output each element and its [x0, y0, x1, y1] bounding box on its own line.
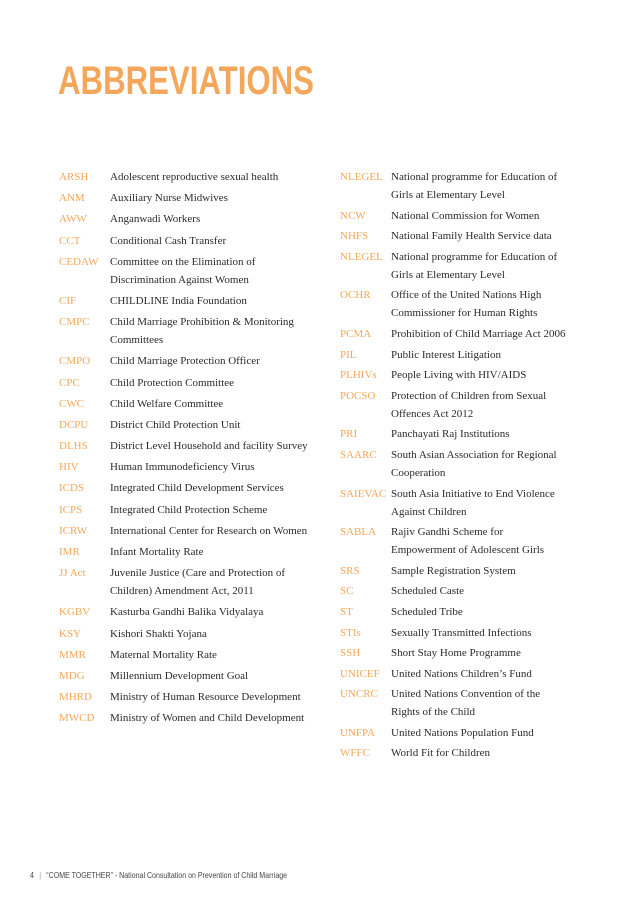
abbreviation-term: DCPU	[59, 418, 89, 431]
abbreviation-definition: People Living with HIV/AIDS	[391, 369, 527, 382]
abbreviation-term: ST	[340, 605, 353, 618]
abbreviation-definition: Child Marriage Protection Officer	[110, 355, 260, 368]
abbreviation-entry	[340, 562, 570, 580]
abbreviation-entry	[340, 523, 570, 559]
abbreviation-entry	[340, 207, 570, 225]
abbreviation-entry	[340, 325, 570, 343]
abbreviation-term: JJ Act	[59, 567, 86, 580]
abbreviation-definition: Short Stay Home Programme	[391, 647, 521, 660]
abbreviation-term: NCW	[340, 209, 366, 222]
abbreviation-entry	[340, 603, 570, 621]
abbreviation-entry	[340, 744, 570, 762]
abbreviation-definition: Integrated Child Development Services	[110, 482, 284, 495]
abbreviation-definition: South Asia Initiative to End Violence Against Children	[391, 487, 555, 518]
abbreviation-term: UNFPA	[340, 726, 376, 739]
abbreviation-term: NLEGEL	[340, 171, 383, 183]
abbreviation-definition: United Nations Population Fund	[391, 726, 534, 739]
abbreviation-definition: Juvenile Justice (Care and Protection of Children) Amendment Act, 2011	[110, 567, 286, 598]
abbreviation-definition: South Asian Association for Regional Cooperation	[391, 448, 557, 479]
abbreviation-definition: Office of the United Nations High Commissioner for Human Rights	[391, 289, 542, 320]
abbreviation-definition: Committee on the Elimination of Discrimination Against Women	[110, 255, 256, 286]
abbreviation-term: AWW	[59, 213, 87, 226]
abbreviation-entry	[59, 522, 309, 540]
abbreviation-term: UNCRC	[340, 688, 378, 701]
abbreviation-term: IMR	[59, 546, 80, 558]
abbreviation-definition: National programme for Education of Girls at Elementary Level	[391, 171, 558, 201]
abbreviation-term: PCMA	[340, 327, 372, 340]
abbreviation-term: PIL	[340, 348, 357, 361]
abbreviation-entry	[59, 352, 309, 370]
abbreviation-entry	[59, 437, 309, 455]
abbreviation-term: ICPS	[59, 503, 83, 516]
abbreviation-term: SC	[340, 585, 354, 598]
abbreviation-definition: District Child Protection Unit	[110, 418, 241, 431]
abbreviation-entry	[340, 665, 570, 683]
abbreviation-entry	[340, 346, 570, 364]
abbreviation-entry	[59, 210, 309, 228]
abbreviation-entry	[340, 168, 570, 204]
abbreviation-definition: Scheduled Tribe	[391, 605, 463, 618]
abbreviation-definition: Adolescent reproductive sexual health	[110, 171, 279, 183]
abbreviation-term: MHRD	[59, 691, 93, 704]
abbreviation-entry	[59, 458, 309, 476]
abbreviation-definition: Prohibition of Child Marriage Act 2006	[391, 327, 566, 340]
page-footer	[30, 871, 287, 880]
abbreviation-definition: Child Protection Committee	[110, 376, 235, 389]
abbreviation-entry	[340, 286, 570, 322]
abbreviation-entry	[59, 501, 309, 519]
abbreviation-definition: District Level Household and facility Survey	[110, 440, 308, 453]
abbreviation-entry	[340, 366, 570, 384]
abbreviation-definition: Ministry of Human Resource Development	[110, 691, 301, 704]
abbreviation-definition: Maternal Mortality Rate	[110, 648, 217, 661]
abbreviation-entry	[59, 168, 309, 186]
abbreviation-term: SAARC	[340, 448, 377, 461]
abbreviation-entry	[59, 688, 309, 706]
abbreviation-entry	[340, 425, 570, 443]
abbreviation-term: ANM	[59, 192, 85, 205]
abbreviation-term: CEDAW	[59, 255, 99, 268]
abbreviation-term: PLHIVs	[340, 369, 377, 382]
abbreviation-definition: Public Interest Litigation	[391, 348, 501, 361]
abbreviation-definition: Kishori Shakti Yojana	[110, 627, 207, 640]
abbreviation-term: PRI	[340, 428, 358, 441]
abbreviation-definition: National Family Health Service data	[391, 230, 552, 243]
abbreviation-term: CMPO	[59, 355, 91, 368]
abbreviation-definition: Sample Registration System	[391, 564, 516, 577]
abbreviation-entry	[340, 485, 570, 521]
abbreviation-definition: Infant Mortality Rate	[110, 546, 204, 558]
abbreviation-term: ICDS	[59, 482, 85, 495]
abbreviation-term: NHFS	[340, 230, 369, 243]
abbreviation-term: WFFC	[340, 747, 370, 760]
abbreviation-entry	[59, 374, 309, 392]
abbreviation-definition: Ministry of Women and Child Development	[110, 712, 305, 725]
abbreviation-entry	[59, 603, 309, 621]
abbreviation-entry	[340, 582, 570, 600]
footer-separator: |	[39, 871, 42, 880]
abbreviation-entry	[59, 416, 309, 434]
abbreviation-entry	[59, 189, 309, 207]
abbreviation-entry	[340, 685, 570, 721]
abbreviation-term: DLHS	[59, 440, 88, 453]
abbreviation-term: SSH	[340, 647, 361, 660]
abbreviation-definition: National Commission for Women	[391, 209, 540, 222]
abbreviations-left-column	[59, 168, 309, 731]
abbreviation-definition: Anganwadi Workers	[110, 213, 201, 226]
abbreviations-right-column	[340, 168, 570, 765]
abbreviation-entry	[340, 624, 570, 642]
abbreviation-definition: National programme for Education of Girls at Elementary Level	[391, 250, 558, 281]
abbreviation-term: HIV	[59, 461, 79, 474]
abbreviation-term: POCSO	[340, 389, 376, 402]
abbreviation-term: UNICEF	[340, 667, 380, 680]
abbreviation-entry	[59, 253, 309, 289]
abbreviation-definition: CHILDLINE India Foundation	[110, 294, 247, 307]
abbreviation-term: CIF	[59, 294, 77, 307]
abbreviation-term: SAIEVAC	[340, 487, 387, 500]
abbreviation-definition: Sexually Transmitted Infections	[391, 626, 532, 639]
abbreviation-definition: Child Welfare Committee	[110, 397, 224, 410]
page-title: ABBREVIATIONS	[58, 59, 314, 103]
abbreviation-entry	[340, 644, 570, 662]
abbreviation-definition: Panchayati Raj Institutions	[391, 428, 510, 441]
abbreviation-term: MDG	[59, 669, 85, 682]
abbreviation-entry	[340, 387, 570, 423]
abbreviation-term: CWC	[59, 397, 85, 410]
abbreviation-entry	[59, 292, 309, 310]
abbreviation-entry	[59, 479, 309, 497]
abbreviation-term: CMPC	[59, 316, 90, 329]
page-number: 4	[30, 871, 34, 880]
abbreviation-definition: United Nations Children’s Fund	[391, 667, 532, 680]
abbreviation-term: OCHR	[340, 289, 371, 302]
abbreviation-definition: Integrated Child Protection Scheme	[110, 503, 268, 516]
abbreviation-entry	[340, 227, 570, 245]
abbreviation-term: NLEGEL	[340, 250, 383, 263]
abbreviation-definition: Rajiv Gandhi Scheme for Empowerment of Adolescent Girls	[391, 526, 545, 557]
abbreviation-definition: International Center for Research on Women	[110, 524, 308, 537]
abbreviation-entry	[340, 446, 570, 482]
abbreviation-entry	[59, 646, 309, 664]
abbreviation-term: CPC	[59, 376, 80, 389]
abbreviation-entry	[340, 248, 570, 284]
abbreviation-definition: World Fit for Children	[391, 747, 491, 760]
abbreviation-entry	[340, 724, 570, 742]
abbreviation-definition: Scheduled Caste	[391, 585, 465, 598]
abbreviation-term: ICRW	[59, 524, 88, 537]
abbreviation-definition: Protection of Children from Sexual Offences Act 2012	[391, 389, 547, 420]
abbreviation-term: CCT	[59, 234, 81, 247]
abbreviation-entry	[59, 395, 309, 413]
abbreviation-term: SRS	[340, 564, 360, 577]
abbreviation-term: SABLA	[340, 526, 377, 539]
abbreviation-entry	[59, 313, 309, 349]
abbreviation-term: MMR	[59, 648, 86, 661]
abbreviation-entry	[59, 625, 309, 643]
abbreviation-definition: Auxiliary Nurse Midwives	[110, 192, 228, 205]
abbreviation-entry	[59, 543, 309, 561]
abbreviation-entry	[59, 667, 309, 685]
abbreviation-definition: United Nations Convention of the Rights of the Child	[391, 688, 541, 719]
abbreviation-entry	[59, 564, 309, 600]
abbreviation-entry	[59, 709, 309, 727]
abbreviation-definition: Kasturba Gandhi Balika Vidyalaya	[110, 606, 264, 619]
abbreviation-entry	[59, 232, 309, 250]
abbreviation-term: STIs	[340, 626, 361, 639]
abbreviation-term: MWCD	[59, 712, 95, 725]
abbreviation-definition: Human Immunodeficiency Virus	[110, 461, 255, 474]
abbreviation-term: KSY	[59, 627, 82, 640]
abbreviation-term: ARSH	[59, 171, 89, 183]
abbreviation-definition: Millennium Development Goal	[110, 669, 249, 682]
abbreviation-term: KGBV	[59, 606, 91, 619]
abbreviation-definition: Child Marriage Prohibition & Monitoring Committees	[110, 316, 294, 347]
abbreviation-definition: Conditional Cash Transfer	[110, 234, 227, 247]
footer-text: “COME TOGETHER” - National Consultation on Prevention of Child Marriage	[46, 871, 288, 880]
